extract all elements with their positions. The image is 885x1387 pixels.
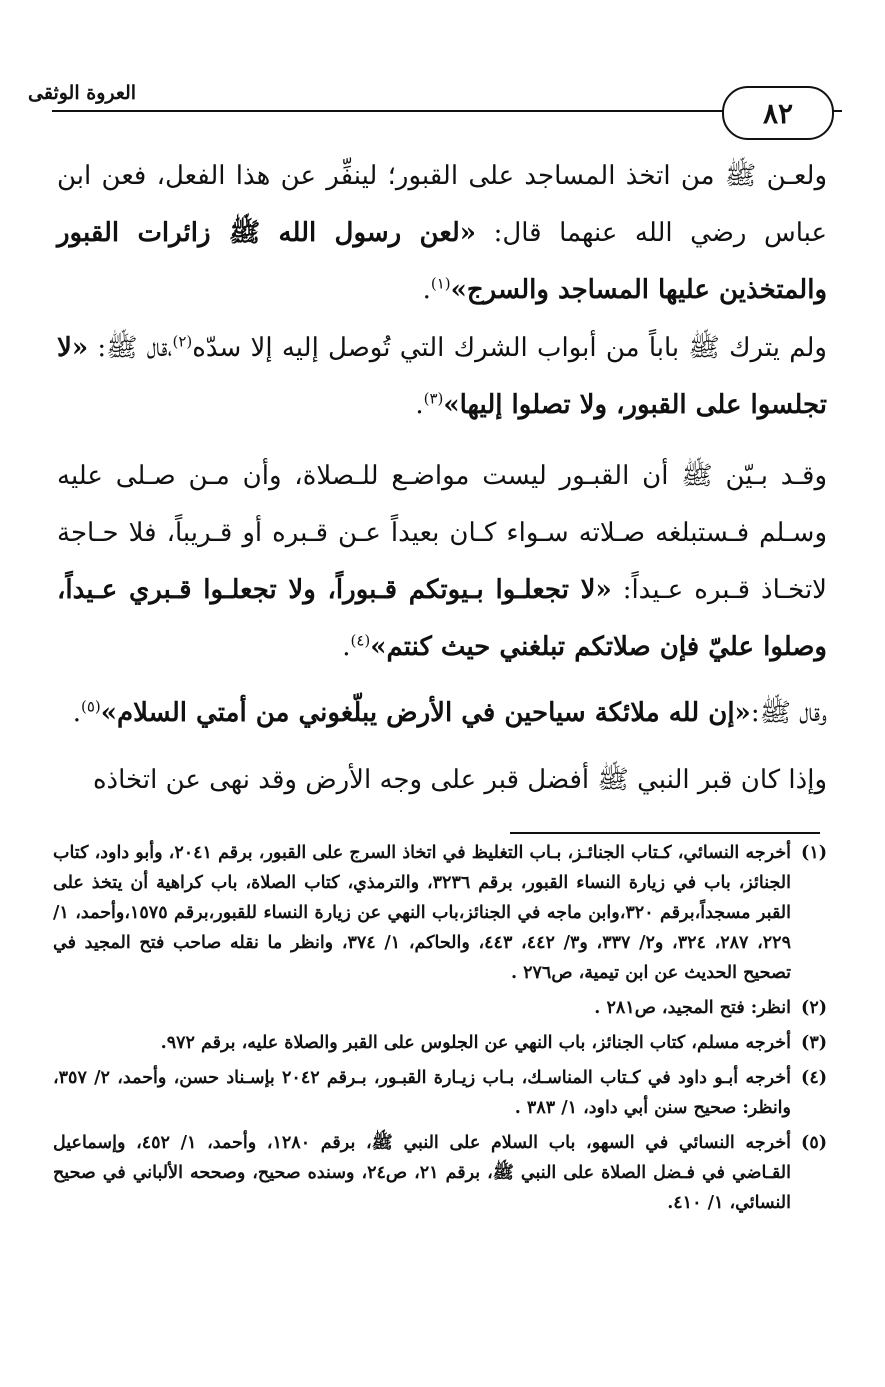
footnote-item — [53, 1028, 827, 1058]
hadith-quote: «إن لله ملائكة سياحين في الأرض يبلّغوني من أمتي السلام» — [100, 698, 751, 728]
footnote-number: (٣) — [801, 1033, 827, 1053]
body-text: . — [422, 275, 431, 305]
footnote-item — [53, 1128, 827, 1218]
body-text: وقال ﷺ: — [750, 698, 827, 728]
paragraph-4 — [57, 685, 827, 742]
footnote-number: (١) — [801, 843, 827, 863]
footnote-number: (٢) — [801, 998, 827, 1018]
body-text: وقـد بـيّن ﷺ أن القبـور ليست مواضـع للـصلاة، وأن مـن صـلى عليه وسـلم فـستبلغه صـلاته سـواء كـان بعيداً عـن قـبره أو قـريباً، فلا حـاجة لاتخـاذ قـبره عـيداً: — [57, 461, 828, 605]
running-header-title: العروة الوثقى — [28, 82, 137, 104]
hadith-quote: «لعن رسول الله ﷺ زائرات القبور والمتخذين عليها المساجد والسرج» — [57, 218, 827, 305]
body-text: ،قال ﷺ: — [88, 333, 173, 363]
footnotes — [53, 838, 827, 1223]
body-text: وإذا كان قبر النبي ﷺ أفضل قبر على وجه الأرض وقد نهى عن اتخاذه — [92, 765, 827, 795]
hadith-quote: «لا تجلسوا على القبور، ولا تصلوا إليها» — [57, 333, 827, 420]
body-text: ولم يترك ﷺ باباً من أبواب الشرك التي تُوصل إليه إلا سدّه — [192, 333, 827, 363]
footnote-ref: (٢) — [172, 332, 193, 351]
footnote-ref: (٥) — [80, 697, 101, 716]
footnote-number: (٥) — [801, 1133, 827, 1153]
page-number-badge — [722, 86, 834, 140]
footnote-item — [53, 993, 827, 1023]
hadith-quote: «لا تجعلـوا بـيوتكم قـبوراً، ولا تجعلـوا قـبري عـيداً، وصلوا عليّ فإن صلاتكم تبلغني حيث كنتم» — [57, 575, 827, 662]
footnote-item — [53, 1063, 827, 1123]
paragraph-3 — [57, 448, 827, 676]
body-text: . — [72, 698, 81, 728]
body-text: . — [342, 632, 351, 662]
footnote-text: أخرجه النسائي في السهو، باب السلام على النبي ﷺ، برقم ١٢٨٠، وأحمد، ١/ ٤٥٢، وإسماعيل القـاضي في فـضل الصلاة على النبي ﷺ، برقم ٢١، ص٢٤، وسنده صحيح، وصححه الألباني في صحيح النسائي، ١/ ٤١٠. — [53, 1133, 792, 1213]
footnote-item — [53, 838, 827, 988]
body-text: . — [415, 390, 424, 420]
body-text: ولعـن ﷺ من اتخذ المساجد على القبور؛ لينفِّر عن هذا الفعل، فعن ابن عباس رضي الله عنهما قال: — [57, 161, 827, 248]
footnote-text: انظر: فتح المجيد، ص٢٨١ . — [594, 998, 791, 1018]
paragraph-5 — [57, 752, 827, 809]
footnote-separator — [510, 832, 820, 834]
footnote-text: أخرجه أبـو داود في كـتاب المناسـك، بـاب زيـارة القبـور، بـرقم ٢٠٤٢ بإسـناد حسن، وأحمد، ٢/ ٣٥٧، وانظر: صحيح سنن أبي داود، ١/ ٣٨٣ . — [53, 1068, 791, 1118]
footnote-ref: (١) — [430, 274, 451, 293]
footnote-number: (٤) — [801, 1068, 827, 1088]
footnote-text: أخرجه النسائي، كـتاب الجنائـز، بـاب التغليظ في اتخاذ السرج على القبور، برقم ٢٠٤١، وأبو داود، كتاب الجنائز، باب في زيارة النساء القبور، برقم ٣٢٣٦، والترمذي، كتاب الصلاة، باب كراهية أن يتخذ على القبر مسجداً،برقم ٣٢٠،وابن ماجه في الجنائز،باب النهي عن زيارة النساء للقبور،برقم ١٥٧٥،وأحمد، ١/ ٢٢٩، ٢٨٧، ٣٢٤، و٢/ ٣٣٧، و٣/ ٤٤٢، ٤٤٣، والحاكم، ١/ ٣٧٤، وانظر ما نقله صاحب فتح المجيد في تصحيح الحديث عن ابن تيمية، ص٢٧٦ . — [53, 843, 791, 983]
paragraph-1 — [57, 148, 827, 319]
page-number: ٨٢ — [762, 96, 794, 130]
footnote-ref: (٤) — [350, 631, 371, 650]
footnote-text: أخرجه مسلم، كتاب الجنائز، باب النهي عن الجلوس على القبر والصلاة عليه، برقم ٩٧٢. — [160, 1033, 791, 1053]
paragraph-2 — [57, 320, 827, 434]
footnote-ref: (٣) — [423, 389, 444, 408]
